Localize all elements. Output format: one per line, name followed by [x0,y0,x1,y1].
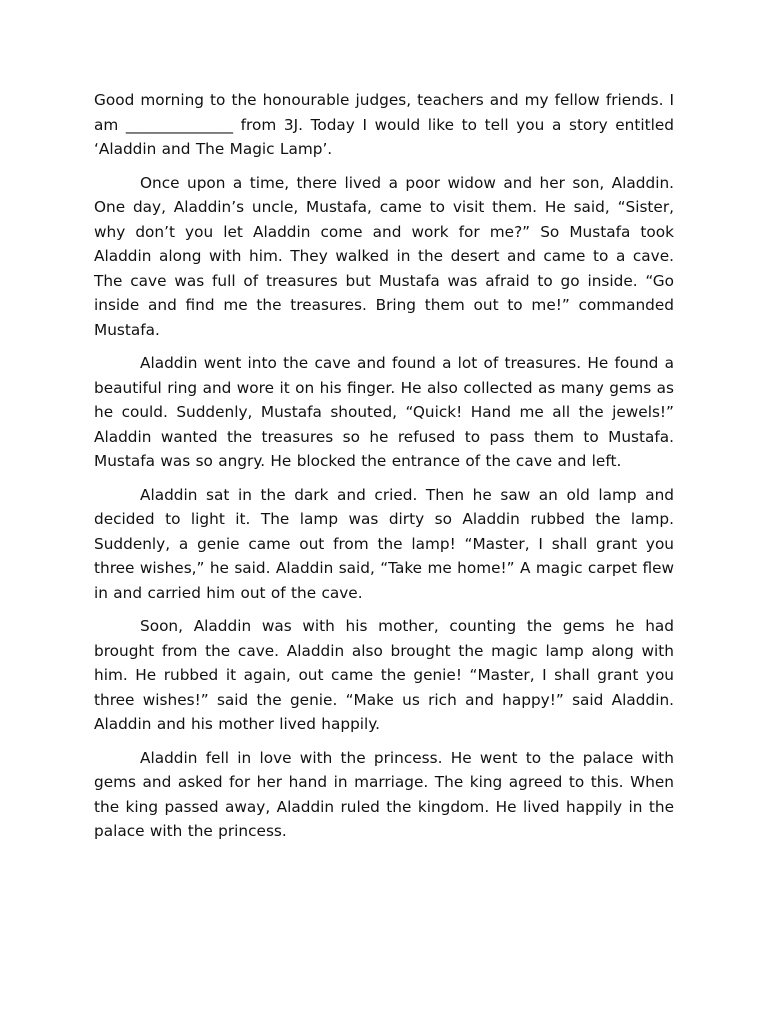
story-paragraph-3: Aladdin sat in the dark and cried. Then he saw an old lamp and decided to light it. The lamp was dirty so Aladdin rubbed the lamp. Suddenly, a genie came out from the lamp! “Master, I shall grant you three wishes,” he said. Aladdin said, “Take me home!” A magic carpet flew in and carried him out of the cave. [94,485,674,602]
story-paragraph-1: Once upon a time, there lived a poor widow and her son, Aladdin. One day, Aladdin’s uncle, Mustafa, came to visit them. He said, “Sister, why don’t you let Aladdin come and work for me?” So Mustafa took Aladdin along with him. They walked in the desert and came to a cave. The cave was full of treasures but Mustafa was afraid to go inside. “Go inside and find me the treasures. Bring them out to me!” commanded Mustafa. [94,173,674,339]
story-paragraph-2: Aladdin went into the cave and found a lot of treasures. He found a beautiful ring and wore it on his finger. He also collected as many gems as he could. Suddenly, Mustafa shouted, “Quick! Hand me all the jewels!” Aladdin wanted the treasures so he refused to pass them to Mustafa. Mustafa was so angry. He blocked the entrance of the cave and left. [94,354,674,470]
story-document [94,88,674,853]
story-paragraph-5: Aladdin fell in love with the princess. He went to the palace with gems and asked for her hand in marriage. The king agreed to this. When the king passed away, Aladdin ruled the kingdom. He lived happily in the palace with the princess. [94,748,674,840]
story-paragraph-4: Soon, Aladdin was with his mother, counting the gems he had brought from the cave. Aladdin also brought the magic lamp along with him. He rubbed it again, out came the genie! “Master, I shall grant you three wishes!” said the genie. “Make us rich and happy!” said Aladdin. Aladdin and his mother lived happily. [94,617,674,733]
intro-paragraph: Good morning to the honourable judges, teachers and my fellow friends. I am ______________ from 3J. Today I would like to tell you a story entitled ‘Aladdin and The Magic Lamp’. [94,91,674,158]
